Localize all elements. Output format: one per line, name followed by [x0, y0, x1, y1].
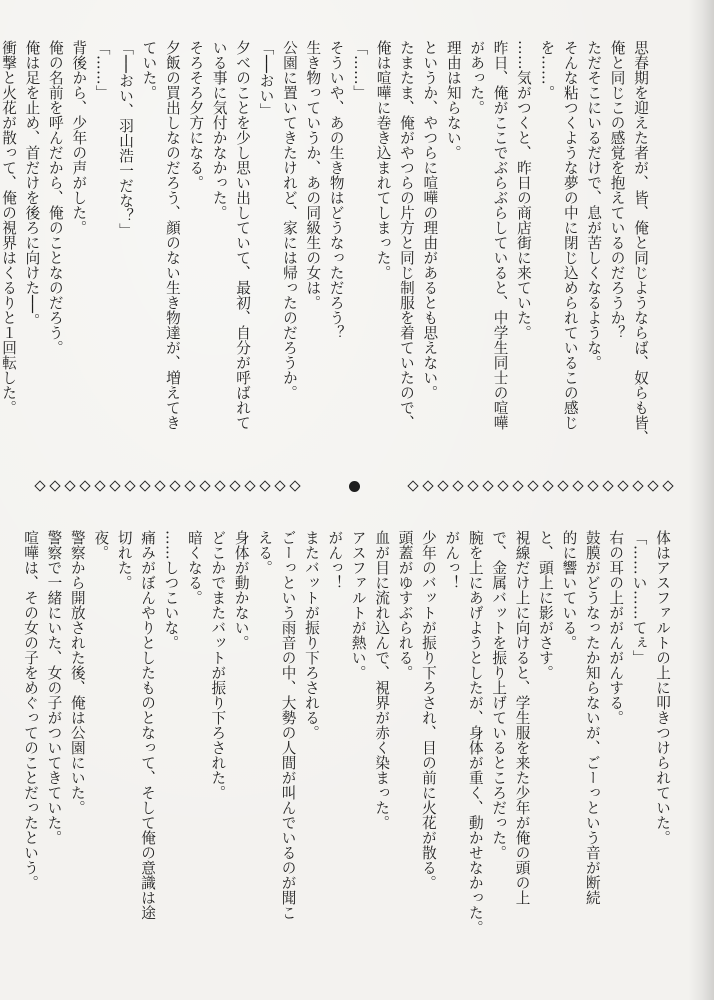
diamond-ornament-icon: [437, 480, 448, 491]
diamond-ornament-icon: [244, 480, 255, 491]
diamond-ornament-icon: [259, 480, 270, 491]
diamond-ornament-icon: [94, 480, 105, 491]
diamond-ornament-icon: [109, 480, 120, 491]
diamond-ornament-icon: [587, 480, 598, 491]
text-line: ていた。: [140, 40, 158, 100]
diamond-ornament-icon: [407, 480, 418, 491]
text-line: 視線だけ上に向けると、学生服を来た少年が俺の頭の上: [513, 530, 531, 905]
text-line: 身体が動かない。: [232, 530, 250, 650]
text-line: 衝撃と火花が散って、俺の視界はくるりと１回転した。: [0, 40, 18, 415]
diamond-ornament-icon: [214, 480, 225, 491]
diamond-ornament-icon: [422, 480, 433, 491]
text-line: 喧嘩は、その女の子をめぐってのことだったという。: [22, 530, 40, 890]
text-line: 俺と同じこの感覚を抱えているのだろうか？: [608, 40, 626, 340]
text-line: 痛みがぼんやりとしたものとなって、そして俺の意識は途: [139, 530, 157, 920]
text-line: と、頭上に影がさす。: [536, 530, 554, 680]
text-line: を……。: [538, 40, 556, 100]
text-line: 「……」: [93, 40, 111, 100]
diamond-ornament-icon: [647, 480, 658, 491]
diamond-ornament-icon: [124, 480, 135, 491]
diamond-ornament-icon: [497, 480, 508, 491]
text-line: 右の耳の上ががんがんする。: [607, 530, 625, 725]
text-line: で、金属バットを振り上げているところだった。: [490, 530, 508, 860]
text-line: ……しつこいな。: [162, 530, 180, 650]
diamond-ornament-icon: [154, 480, 165, 491]
text-line: 少年のバットが振り下ろされ、目の前に火花が散る。: [419, 530, 437, 890]
diamond-ornament-icon: [467, 480, 478, 491]
text-line: 腕を上にあげようとしたが、身体が重く、動かせなかった。: [466, 530, 484, 935]
text-line: またバットが振り下ろされる。: [302, 530, 320, 740]
text-line: 「──おい」: [257, 40, 275, 119]
diamond-ornament-icon: [49, 480, 60, 491]
text-line: 体はアスファルトの上に叩きつけられていた。: [654, 530, 671, 845]
diamond-ornament-icon: [512, 480, 523, 491]
text-line: 暗くなる。: [185, 530, 203, 605]
text-line: たまたま、俺がやつらの片方と同じ制服を着ていたので、: [397, 40, 415, 430]
text-line: というか、やつらに喧嘩の理由があるとも思えない。: [421, 40, 439, 400]
diamond-ornament-icon: [274, 480, 285, 491]
divider-center-dot: [349, 481, 360, 492]
diamond-ornament-icon: [34, 480, 45, 491]
diamond-ornament-icon: [139, 480, 150, 491]
diamond-ornament-icon: [169, 480, 180, 491]
text-line: 公園に置いてきたけれど、家には帰ったのだろうか。: [280, 40, 298, 400]
text-line: 昨日、俺がここでぶらぶらしていると、中学生同士の喧嘩: [491, 40, 509, 430]
diamond-ornament-icon: [572, 480, 583, 491]
diamond-ornament-icon: [602, 480, 613, 491]
text-line: 夜。: [92, 530, 110, 560]
text-line: そろそろ夕方になる。: [187, 40, 205, 190]
divider-right-ornament: [407, 482, 674, 490]
text-line: そういや、あの生き物はどうなっただろう？: [327, 40, 345, 340]
text-line: どこかでまたバットが振り下ろされた。: [209, 530, 227, 800]
text-line: 「──おい、羽山浩一だな？」: [117, 40, 135, 239]
diamond-ornament-icon: [289, 480, 300, 491]
diamond-ornament-icon: [229, 480, 240, 491]
text-line: 俺の名前を呼んだから、俺のことなのだろう。: [46, 40, 64, 355]
spine-shadow: [688, 0, 714, 1000]
text-line: ごーっという雨音の中、大勢の人間が叫んでいるのが聞こ: [279, 530, 297, 920]
text-line: 俺は喧嘩に巻き込まれてしまった。: [374, 40, 392, 280]
text-line: 夕べのことを少し思い出していて、最初、自分が呼ばれて: [234, 40, 252, 430]
text-line: 的に響いている。: [560, 530, 578, 650]
text-line: 警察から開放された後、俺は公園にいた。: [68, 530, 86, 815]
text-line: える。: [256, 530, 274, 575]
text-line: がんっ！: [443, 530, 461, 590]
section-divider: [34, 476, 674, 496]
text-line: そんな粘つくような夢の中に閉じ込められているこの感じ: [561, 40, 579, 430]
diamond-ornament-icon: [482, 480, 493, 491]
text-line: 頭蓋がゆすぶられる。: [396, 530, 414, 680]
text-line: があった。: [468, 40, 486, 115]
diamond-ornament-icon: [184, 480, 195, 491]
diamond-ornament-icon: [199, 480, 210, 491]
text-line: 背後から、少年の声がした。: [70, 40, 88, 235]
text-line: 鼓膜がどうなったか知らないが、ごーっという音が断続: [583, 530, 601, 905]
text-line: 血が目に流れ込んで、視界が赤く染まった。: [373, 530, 391, 830]
text-line: 「……」: [351, 40, 369, 100]
text-line: いる事に気付かなかった。: [210, 40, 228, 220]
text-line: 切れた。: [115, 530, 133, 590]
text-block-upper: [0, 40, 652, 452]
text-line: 夕飯の買出しなのだろう、顔のない生き物達が、増えてき: [163, 40, 181, 430]
text-line: 理由は知らない。: [444, 40, 462, 160]
text-line: 警察で一緒にいた、女の子がついてきていた。: [45, 530, 63, 845]
diamond-ornament-icon: [452, 480, 463, 491]
text-line: 俺は足を止め、首だけを後ろに向けた──。: [23, 40, 41, 329]
divider-left-ornament: [34, 482, 301, 490]
diamond-ornament-icon: [542, 480, 553, 491]
text-line: アスファルトが熱い。: [349, 530, 367, 680]
text-line: 「……い……てぇ」: [630, 530, 648, 665]
diamond-ornament-icon: [617, 480, 628, 491]
text-line: がんっ！: [326, 530, 344, 590]
diamond-ornament-icon: [662, 480, 673, 491]
text-line: ただそこにいるだけで、息が苦しくなるような。: [585, 40, 603, 370]
text-block-lower: [22, 530, 674, 980]
text-line: 生き物っていうか、あの同級生の女は。: [304, 40, 322, 310]
diamond-ornament-icon: [64, 480, 75, 491]
diamond-ornament-icon: [79, 480, 90, 491]
text-line: ……気がつくと、昨日の商店街に来ていた。: [514, 40, 532, 340]
diamond-ornament-icon: [557, 480, 568, 491]
diamond-ornament-icon: [632, 480, 643, 491]
text-line: 思春期を迎えた者が、皆、俺と同じようならば、奴らも皆、: [632, 40, 649, 445]
diamond-ornament-icon: [527, 480, 538, 491]
